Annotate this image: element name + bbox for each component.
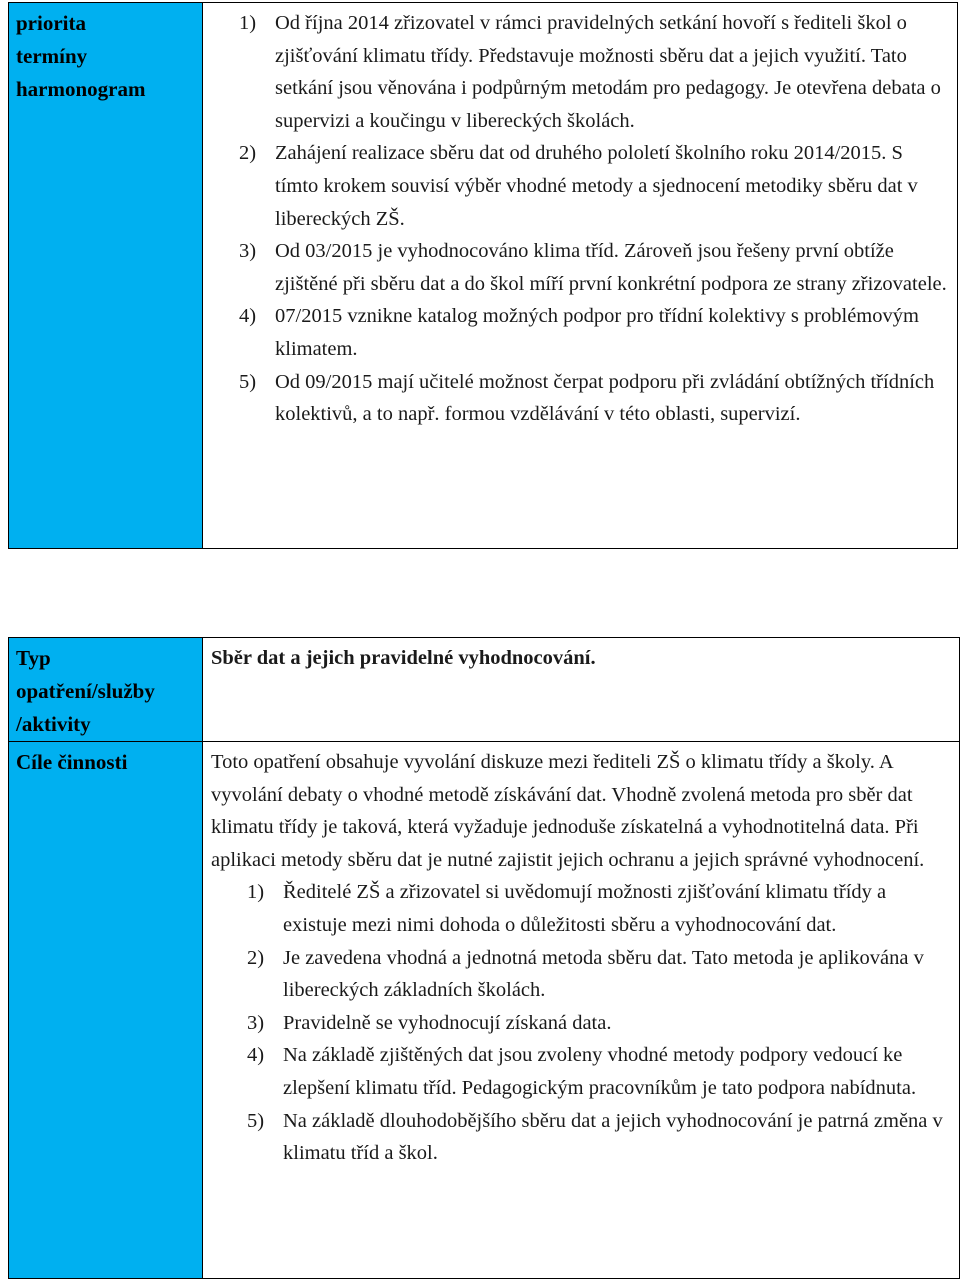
list-text: Na základě dlouhodobějšího sběru dat a jejich vyhodnocování je patrná změna v klimatu tříd a škol. — [283, 1109, 943, 1165]
schedule-table — [8, 2, 958, 549]
goals-content-cell — [203, 742, 960, 1279]
type-value: Sběr dat a jejich pravidelné vyhodnocování. — [211, 647, 596, 669]
goals-label: Cíle činnosti — [16, 750, 128, 774]
list-text: Pravidelně se vyhodnocují získaná data. — [283, 1011, 612, 1034]
list-text: Od 03/2015 je vyhodnocováno klima tříd. Zároveň jsou řešeny první obtíže zjištěné při sběru dat a do škol míří první konkrétní podpora ze strany zřizovatele. — [275, 240, 947, 295]
goals-list — [211, 876, 951, 1169]
list-item — [203, 366, 949, 431]
label-line: harmonogram — [16, 77, 146, 101]
list-text: Ředitelé ZŠ a zřizovatel si uvědomují možnosti zjišťování klimatu třídy a existuje mezi nimi dohoda o důležitosti sběru a vyhodnocování dat. — [283, 881, 887, 936]
measure-table — [8, 637, 960, 1279]
list-item — [203, 235, 949, 300]
list-number: 2) — [239, 142, 257, 165]
list-text: Od 09/2015 mají učitelé možnost čerpat podporu při zvládání obtížných třídních kolektivů, a to např. formou vzdělávání v této oblasti, supervizí. — [275, 370, 935, 426]
label-line: /aktivity — [16, 712, 91, 736]
list-item — [211, 942, 951, 1007]
list-number: 3) — [247, 1011, 265, 1034]
type-label-cell — [9, 638, 203, 742]
list-number: 4) — [247, 1044, 265, 1067]
schedule-list — [203, 7, 949, 431]
list-number: 2) — [247, 946, 265, 969]
list-number: 1) — [239, 12, 257, 34]
list-item — [203, 300, 949, 365]
label-line: termíny — [16, 44, 88, 68]
list-number: 3) — [239, 240, 257, 263]
list-number: 5) — [247, 1109, 265, 1132]
label-line: priorita — [16, 11, 86, 35]
list-item — [203, 7, 949, 137]
list-item — [211, 876, 951, 941]
list-number: 4) — [239, 305, 257, 328]
schedule-content-cell — [203, 3, 958, 549]
label-line: Typ — [16, 646, 51, 670]
label-line: opatření/služby — [16, 679, 155, 703]
list-text: 07/2015 vznikne katalog možných podpor pro třídní kolektivy s problémovým klimatem. — [275, 305, 919, 360]
list-text: Je zavedena vhodná a jednotná metoda sběru dat. Tato metoda je aplikována v libereckých základních školách. — [283, 946, 924, 1002]
list-item — [211, 1105, 951, 1170]
list-item — [203, 137, 949, 235]
list-text: Zahájení realizace sběru dat od druhého pololetí školního roku 2014/2015. S tímto krokem souvisí výběr vhodné metody a sjednocení metodiky sběru dat v libereckých ZŠ. — [275, 142, 918, 230]
list-text: Na základě zjištěných dat jsou zvoleny vhodné metody podpory vedoucí ke zlepšení klimatu tříd. Pedagogickým pracovníkům je tato podpora nabídnuta. — [283, 1044, 917, 1099]
type-value-cell — [203, 638, 960, 742]
list-item — [211, 1039, 951, 1104]
list-number: 1) — [247, 881, 265, 904]
list-item — [211, 1007, 951, 1040]
priority-label-cell — [9, 3, 203, 549]
goals-intro: Toto opatření obsahuje vyvolání diskuze mezi řediteli ZŠ o klimatu třídy a školy. A vyvolání debaty o vhodné metodě získávání dat. Vhodně zvolená metoda pro sběr dat klimatu třídy je taková, která vyžaduje jednoduše získatelná a vyhodnotitelná data. Při aplikaci metody sběru dat je nutné zajistit jejich ochranu a jejich správné vyhodnocení. — [211, 751, 925, 871]
list-text: Od října 2014 zřizovatel v rámci pravidelných setkání hovoří s řediteli škol o zjišťování klimatu třídy. Představuje možnosti sběru dat a jejich využití. Tato setkání jsou věnována i podpůrným metodám pro pedagogy. Je otevřena debata o supervizi a koučingu v libereckých školách. — [275, 12, 941, 132]
goals-label-cell — [9, 742, 203, 1279]
list-number: 5) — [239, 370, 257, 393]
